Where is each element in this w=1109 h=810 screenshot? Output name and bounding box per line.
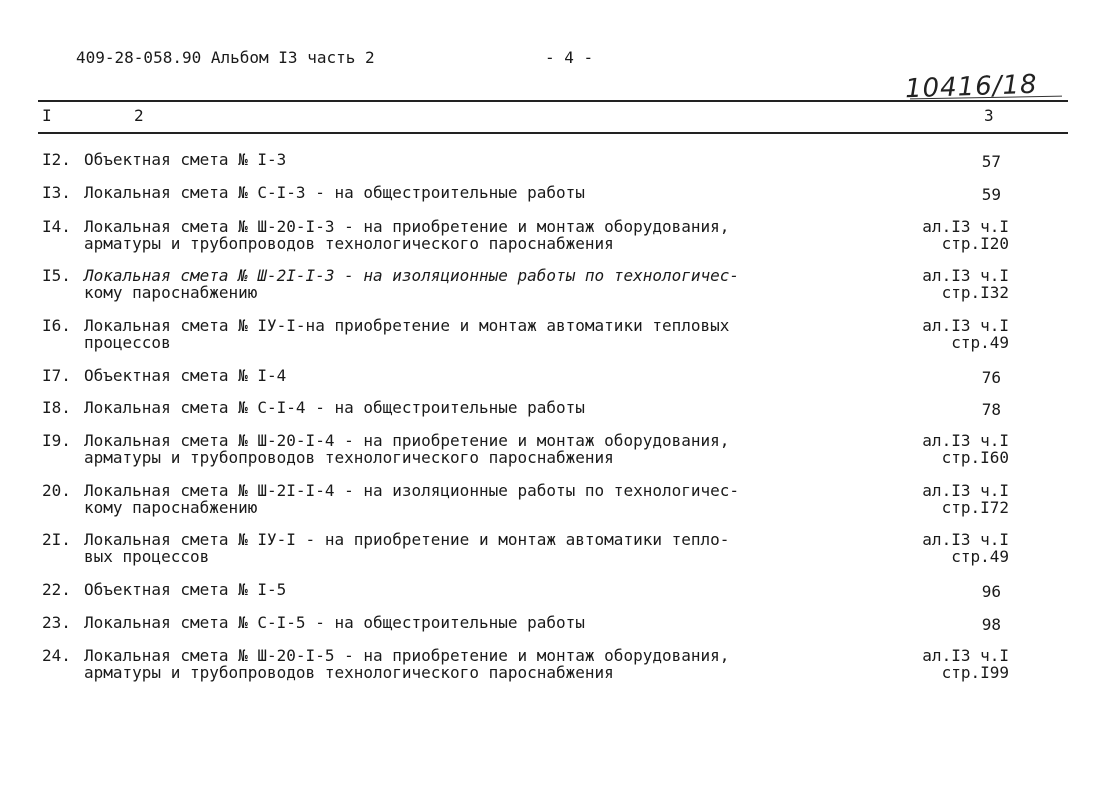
row-number: I9. <box>42 431 71 450</box>
row-page-ref: ал.I3 ч.I стр.49 <box>922 530 1009 566</box>
page-number: - 4 - <box>545 48 594 67</box>
table-header-rule <box>38 132 1068 134</box>
row-page-ref: 98 <box>981 615 1001 634</box>
row-number: 20. <box>42 481 71 500</box>
document-code: 409-28-058.90 Альбом I3 часть 2 <box>76 48 375 67</box>
row-page-ref: ал.I3 ч.I стр.I60 <box>922 431 1009 467</box>
row-page-ref: ал.I3 ч.I стр.I99 <box>922 646 1009 682</box>
column-header-3: 3 <box>984 106 994 125</box>
row-page-ref: 96 <box>981 582 1001 601</box>
row-number: I5. <box>42 266 71 285</box>
row-title: Объектная смета № I-3 <box>84 150 287 169</box>
row-title: Объектная смета № I-4 <box>84 366 287 385</box>
row-title: Локальная смета № Ш-2I-I-4 - на изоляционные работы по технологичес- кому пароснабжению <box>84 481 740 517</box>
handwritten-inventory-mark: 10416/18 <box>904 69 1039 105</box>
row-page-ref: 59 <box>981 185 1001 204</box>
row-page-ref: ал.I3 ч.I стр.49 <box>922 316 1009 352</box>
row-number: I8. <box>42 398 71 417</box>
row-number: 2I. <box>42 530 71 549</box>
row-page-ref: ал.I3 ч.I стр.I20 <box>922 217 1009 253</box>
row-number: 24. <box>42 646 71 665</box>
row-title: Локальная смета № С-I-5 - на общестроительные работы <box>84 613 585 632</box>
row-number: I4. <box>42 217 71 236</box>
row-number: I7. <box>42 366 71 385</box>
row-title: Локальная смета № Ш-2I-I-3 - на изоляционные работы по технологичес- кому пароснабжению <box>84 266 740 302</box>
row-number: I6. <box>42 316 71 335</box>
row-number: I3. <box>42 183 71 202</box>
row-page-ref: 57 <box>981 152 1001 171</box>
row-title: Локальная смета № С-I-4 - на общестроительные работы <box>84 398 585 417</box>
row-title: Локальная смета № IУ-I-на приобретение и монтаж автоматики тепловых процессов <box>84 316 730 352</box>
row-title: Локальная смета № Ш-20-I-3 - на приобретение и монтаж оборудования, арматуры и трубопроводов технологического пароснабжения <box>84 217 730 253</box>
row-number: 22. <box>42 580 71 599</box>
row-page-ref: ал.I3 ч.I стр.I72 <box>922 481 1009 517</box>
row-number: I2. <box>42 150 71 169</box>
column-header-2: 2 <box>134 106 144 125</box>
row-page-ref: 76 <box>981 368 1001 387</box>
row-page-ref: 78 <box>981 400 1001 419</box>
row-title: Локальная смета № Ш-20-I-5 - на приобретение и монтаж оборудования, арматуры и трубопроводов технологического пароснабжения <box>84 646 730 682</box>
table-top-rule <box>38 100 1068 102</box>
row-title: Объектная смета № I-5 <box>84 580 287 599</box>
row-number: 23. <box>42 613 71 632</box>
row-title: Локальная смета № IУ-I - на приобретение и монтаж автоматики тепло- вых процессов <box>84 530 730 566</box>
column-header-1: I <box>42 106 52 125</box>
row-title: Локальная смета № С-I-3 - на общестроительные работы <box>84 183 585 202</box>
row-page-ref: ал.I3 ч.I стр.I32 <box>922 266 1009 302</box>
row-title: Локальная смета № Ш-20-I-4 - на приобретение и монтаж оборудования, арматуры и трубопроводов технологического пароснабжения <box>84 431 730 467</box>
